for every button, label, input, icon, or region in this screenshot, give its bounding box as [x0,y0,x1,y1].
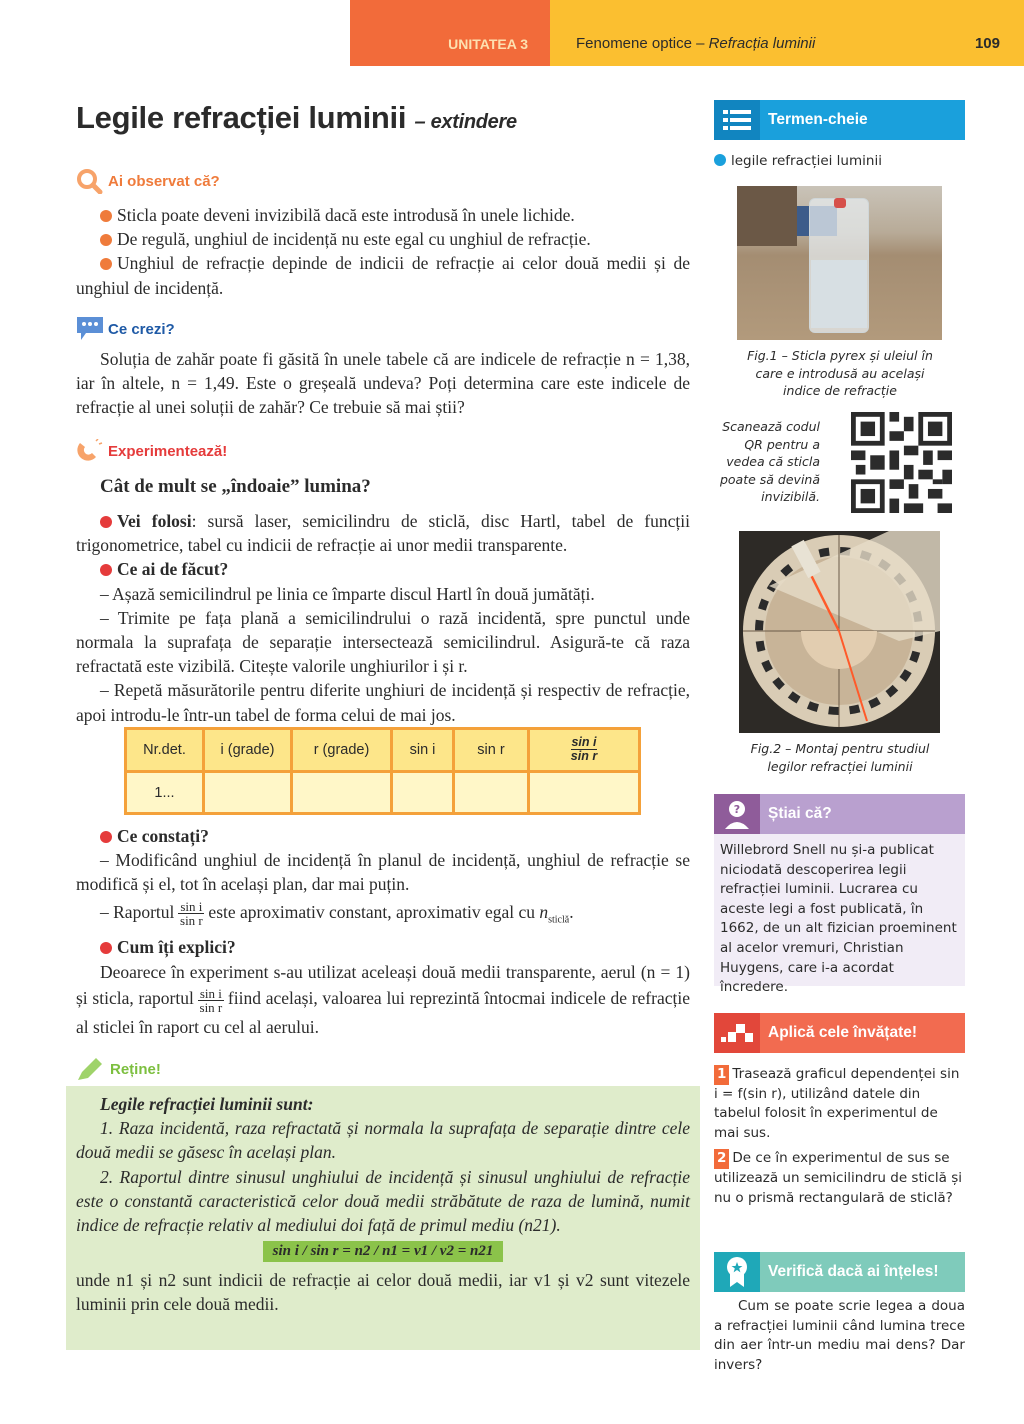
apply-item-text: Trasează graficul dependenței sin i = f(sin r), utilizând datele din tabelul folosit în experimentul de mai sus. [714,1066,960,1141]
remember-box [66,1086,700,1350]
chapter-band [550,0,1024,66]
table-row [126,772,640,814]
explain-pre: Deoarece în experiment s-au utilizat aceleași două medii transparente, aerul (n = 1) și sticla, raportul [76,962,690,1009]
step: – Trimite pe fața plană a semicilindrului o rază incidentă, spre punctul unde normala la suprafața de separație intersectează semicilindrul. Asigură-te că raza refractată este vizibilă. Citește valorile unghiurilor i și r. [76,607,690,677]
table-header: i (grade) [204,729,292,772]
experiment-section [76,509,690,727]
table-cell [454,772,529,814]
verify-box [714,1252,965,1375]
apply-title: Aplică cele învățate! [768,1024,918,1041]
bullet-icon [100,564,112,576]
ratio-fraction [198,987,224,1014]
data-table [124,727,641,815]
findings-ratio-line: – Raportul $\frac{\text{sin i}}{\text{sin r}}$ este aproximativ constant, aproximativ egal cu $n_{sticlă}$. [100,899,574,929]
unit-label: UNITATEA 3 [448,36,528,52]
table-cell [204,772,292,814]
did-you-know-header [714,794,965,834]
qr-instructions: Scanează codul QR pentru a vedea că sticla poate să devină invizibilă. [719,419,820,504]
todo-label: Ce ai de făcut? [117,559,229,580]
findings-section [76,824,690,1040]
ratio-pre: – Raportul [100,901,175,922]
n-symbol: n [539,901,549,922]
findings-label-line [76,824,690,848]
think-heading-row [76,316,690,342]
award-ribbon-icon [714,1252,760,1292]
key-term-item [714,152,965,172]
explain-post: fiind același, valoarea lui reprezintă întocmai indicele de refracție al sticlei în raport cu cel al aerului. [76,988,690,1037]
law-2: 2. Raportul dintre sinusul unghiului de incidență și sinusul unghiului de refracție este o constantă caracteristică celor două medii străbătute de raza de lumină, numit indice de refracție relativ al mediului doi față de primul mediu (n21). [76,1166,690,1236]
bullet-text: Unghiul de refracție depinde de indicii de refracție ai celor două medii și de unghiul de incidență. [76,253,690,298]
ratio-den: sin r [570,749,598,763]
table-header-row [126,729,640,772]
bullet-icon [100,516,112,528]
did-you-know-box [714,794,965,996]
materials-text: : sursă laser, semicilindru de sticlă, disc Hartl, tabel de funcții trigonometrice, tabel cu indicii de refracție ai unor medii transparente. [76,511,690,556]
unit-tab [350,0,550,66]
blocks-icon [714,1013,760,1053]
observe-heading-row [76,168,690,194]
explain-label: Cum îți explici? [117,937,236,958]
svg-text:?: ? [733,803,741,816]
bullet-text: Sticla poate deveni invizibilă dacă este introdusă în unele lichide. [117,205,575,225]
fig1-photo [737,186,942,340]
materials-label: Vei folosi [117,511,192,531]
pencil-icon [76,1056,106,1082]
table-cell [529,772,640,814]
remember-heading-text: Reține! [110,1060,161,1078]
table-cell: 1... [126,772,204,814]
chapter-name: Fenomene optice – [576,35,705,52]
title-suffix: – extindere [414,111,517,133]
table-header: r (grade) [292,729,392,772]
materials-paragraph [76,509,690,557]
explain-text [76,959,690,1039]
apply-item [714,1065,965,1143]
fig2-hartl-disc-photo [739,531,940,733]
list-icon [714,100,760,140]
experiment-heading [76,438,690,464]
n-subscript: sticlă [548,914,570,926]
verify-header [714,1252,965,1292]
remember-heading [76,1056,690,1082]
table-header: Nr.det. [126,729,204,772]
table-header: sin i [392,729,454,772]
fig2-caption: Fig.2 – Montaj pentru studiul legilor refracției luminii [750,741,930,774]
step: – Așază semicilindrul pe linia ce împarte discul Hartl în două jumătăți. [100,583,595,604]
ratio-num: sin i [571,735,597,749]
think-text: Soluția de zahăr poate fi găsită în unele tabele că are indicele de refracție n = 1,38, iar în altele, n = 1,49. Este o greșeală undeva? Poți determina care este indicele de refracție al unei soluții de zahăr? Ce trebuie să mai știi? [76,349,690,418]
did-you-know-text: Willebrord Snell nu și-a publicat niciodată descoperirea legii refracției luminii. Lucrarea cu aceste legi a fost publicată, în 1662, de un alt fizician proeminent al acelor vremuri, Christian Huygens, care i-a acordat încredere. [720,842,957,996]
item-number: 1 [714,1065,729,1085]
observe-bullet [76,203,690,227]
experiment-question: Cât de mult se „îndoaie” lumina? [100,476,371,497]
table-header: sin r [454,729,529,772]
remember-heading-row [76,1056,690,1082]
bullet-icon [100,210,112,222]
apply-box [714,1013,965,1208]
apply-item-text: De ce în experimentul de sus se utilizează un semicilindru de sticlă și nu o prismă rectangulară de sticlă? [714,1150,963,1206]
observe-bullet [76,227,690,251]
page-number: 109 [974,35,1000,52]
key-term-title: Termen-cheie [768,111,868,128]
key-term-box [714,100,965,172]
did-you-know-title: Știai că? [768,805,832,822]
magnifier-icon [76,168,104,194]
chapter-title [576,35,815,52]
experiment-heading-text: Experimentează! [108,442,228,460]
remember-footer: unde n1 și n2 sunt indicii de refracție ai celor două medii, iar v1 și v2 sunt vitezele luminii prin cele două medii. [76,1270,690,1315]
fig1-caption: Fig.1 – Sticla pyrex și uleiul în care e introdusă au același indice de refracție [747,348,933,398]
ratio-post: este aproximativ constant, aproximativ egal cu [208,901,535,922]
observe-heading [76,168,690,194]
person-question-icon [714,794,760,834]
speech-bubble-icon [76,316,104,342]
observe-section [76,203,690,300]
title-main: Legile refracției luminii [76,100,407,135]
apply-item [714,1149,965,1208]
table-header-ratio [529,729,640,772]
findings-label: Ce constați? [117,826,209,846]
ratio-fraction [571,736,597,763]
page-title [76,100,517,136]
frac-den: sin r [199,999,223,1015]
key-term-text: legile refracției luminii [731,153,882,169]
think-section [76,347,690,420]
observe-bullet [76,251,690,299]
magnet-icon [76,439,104,463]
verify-title: Verifică dacă ai înțeles! [768,1263,939,1280]
observe-heading-text: Ai observat că? [108,172,220,190]
bullet-icon [100,234,112,246]
bullet-text: De regulă, unghiul de incidență nu este egal cu unghiul de refracție. [117,229,591,250]
remember-subtitle: Legile refracției luminii sunt: [100,1094,314,1114]
verify-text: Cum se poate scrie legea a doua a refracției luminii când lumina trece din aer într-un mediu mai dens? Dar invers? [714,1298,965,1373]
formula-box: sin i / sin r = n2 / n1 = v1 / v2 = n21 [263,1241,504,1262]
bullet-icon [100,258,112,270]
findings-line: – Modificând unghiul de incidență în planul de incidență, unghiul de refracție se modifică și el, tot în același plan, dar mai puțin. [76,850,690,895]
ratio-fraction [178,900,204,927]
step: – Repetă măsurătorile pentru diferite unghiuri de incidență și respectiv de refracție, apoi introdu-le într-un tabel de forma celui de mai jos. [76,680,690,725]
frac-num: sin i [180,899,203,915]
table-cell [392,772,454,814]
todo-label-line [76,557,690,581]
explain-label-line [76,935,690,959]
law-1: 1. Raza incidentă, raza refractată și normala la suprafața de separație dintre cele două medii se găsesc în același plan. [76,1118,690,1163]
item-number: 2 [714,1149,729,1169]
key-term-header [714,100,965,140]
think-heading-text: Ce crezi? [108,320,175,338]
qr-code-icon[interactable] [851,412,952,513]
table-cell [292,772,392,814]
apply-header [714,1013,965,1053]
experiment-heading-row [76,438,690,464]
bullet-icon [100,942,112,954]
frac-den: sin r [180,913,203,929]
bullet-icon [714,154,726,166]
think-heading [76,316,690,342]
chapter-subtitle: Refracția luminii [708,35,816,52]
bullet-icon [100,831,112,843]
frac-num: sin i [199,985,222,1001]
